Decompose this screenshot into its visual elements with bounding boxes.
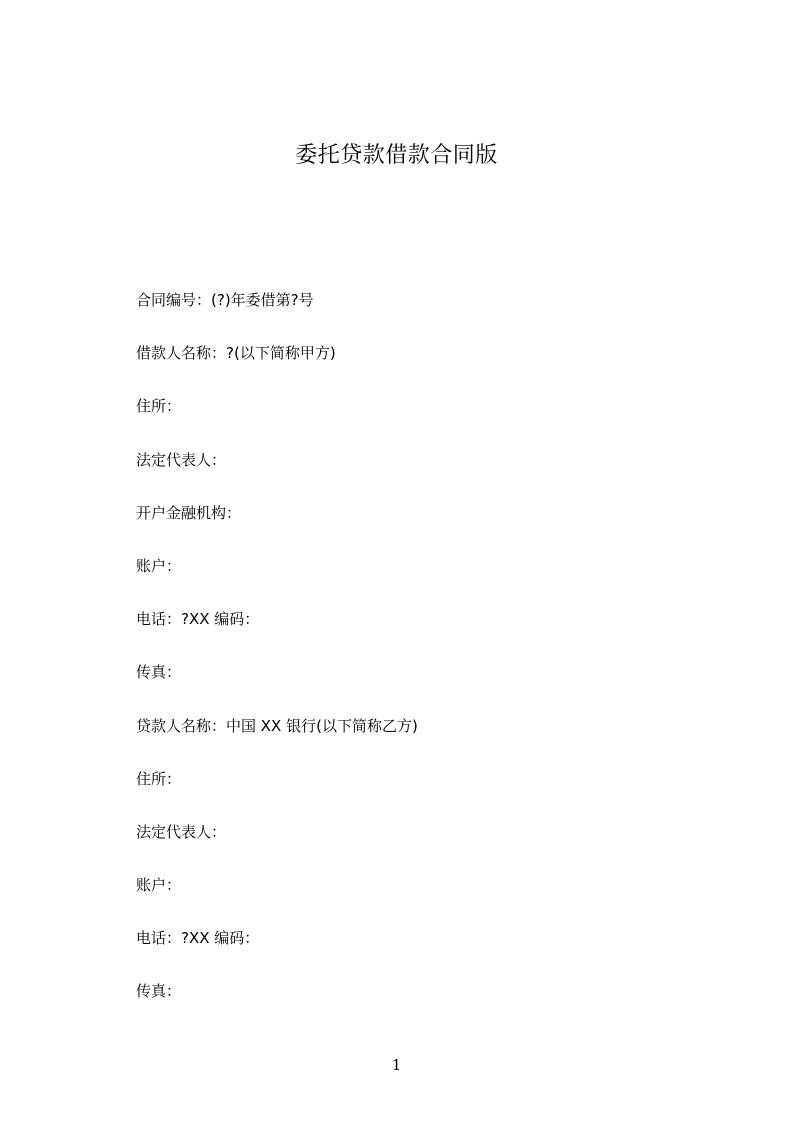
field-borrower-fax: 传真： [136,663,182,682]
field-lender-address: 住所： [136,769,182,788]
field-lender-name: 贷款人名称：中国 XX 银行(以下简称乙方) [136,716,418,735]
field-lender-fax: 传真： [136,982,182,1001]
field-borrower-address: 住所： [136,397,182,416]
field-borrower-bank: 开户金融机构： [136,503,242,522]
contract-party-fields [136,288,696,1033]
field-borrower-phone: 电话：?XX 编码： [136,610,260,629]
field-lender-legal-representative: 法定代表人： [136,822,227,841]
field-lender-phone: 电话：?XX 编码： [136,929,260,948]
page-number: 1 [391,1056,402,1074]
field-borrower-account: 账户： [136,556,182,575]
field-borrower-legal-representative: 法定代表人： [136,450,227,469]
field-borrower-name: 借款人名称：?(以下简称甲方) [136,344,336,363]
field-lender-account: 账户： [136,876,182,895]
field-contract-number: 合同编号：(?)年委借第?号 [136,291,314,309]
document-title: 委托贷款借款合同版 [295,143,498,168]
